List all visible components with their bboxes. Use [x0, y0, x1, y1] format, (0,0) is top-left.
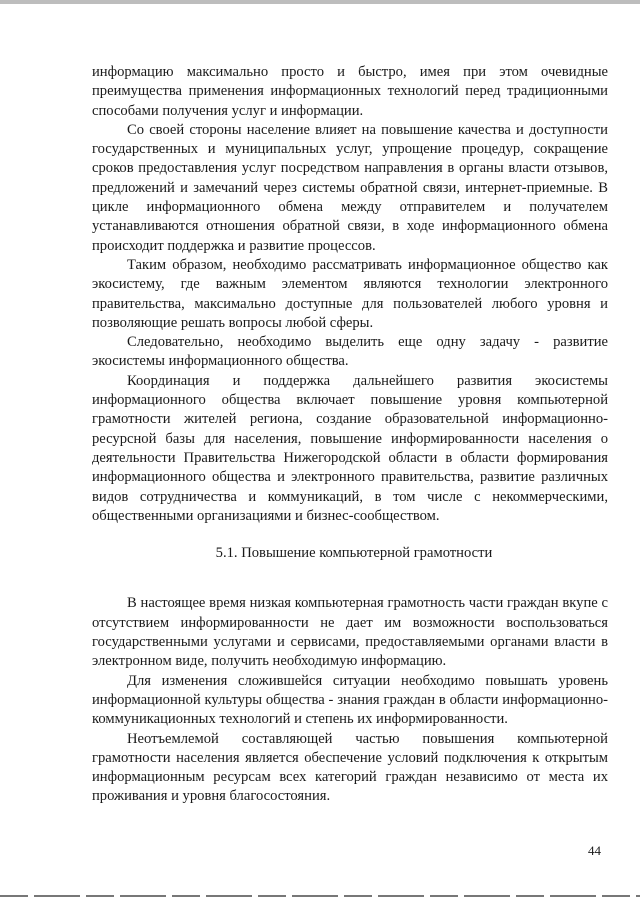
paragraph-feedback: Со своей стороны население влияет на повышение качества и доступности государственных и муниципальных услуг, упрощение процедур, сокращение сроков предоставления услуг посредством направления в органы власти отзывов, предложений и замечаний через системы обратной связи, интернет-приемные. В цикле информационного обмена между отправителем и получателем устанавливаются отношения обратной связи, в ходе информационного обмена происходит поддержка и развитие процессов.	[92, 121, 608, 254]
scan-top-edge	[0, 0, 640, 4]
paragraph-literacy: В настоящее время низкая компьютерная грамотность части граждан вкупе с отсутствием информированности не дает им возможности воспользоваться государственными услугами и сервисами, предоставляемыми органами власти в электронном виде, получить необходимую информацию.	[92, 595, 608, 670]
scan-bottom-edge	[0, 895, 640, 897]
paragraph-task: Следовательно, необходимо выделить еще одну задачу - развитие экосистемы информационного общества.	[92, 334, 608, 370]
page-number: 44	[588, 843, 601, 858]
paragraph-access: Неотъемлемой составляющей частью повышения компьютерной грамотности населения является обеспечение условий подключения к открытым информационным ресурсам всех категорий граждан независимо от места их проживания и уровня благосостояния.	[92, 730, 608, 805]
paragraph-culture: Для изменения сложившейся ситуации необходимо повышать уровень информационной культуры общества - знания граждан в области информационно-коммуникационных технологий и степень их информированности.	[92, 672, 608, 728]
paragraph-coordination: Координация и поддержка дальнейшего развития экосистемы информационного общества включает повышение уровня компьютерной грамотности жителей региона, создание образовательной информационно-ресурсной базы для населения, повышение информированности населения о деятельности Правительства Нижегородской области в области формирования информационного общества и электронного правительства, развитие различных видов сотрудничества и коммуникаций, в том числе с некоммерческими, общественными организациями и бизнес-сообществом.	[92, 372, 608, 524]
paragraph-continuation: информацию максимально просто и быстро, имея при этом очевидные преимущества применения информационных технологий перед традиционными способами получения услуг и информации.	[92, 64, 608, 119]
paragraph-ecosystem: Таким образом, необходимо рассматривать информационное общество как экосистему, где важным элементом являются технологии электронного правительства, максимально доступные для пользователей любого уровня и позволяющие решать вопросы любой сферы.	[92, 256, 608, 331]
section-heading: 5.1. Повышение компьютерной грамотности	[215, 545, 493, 562]
document-page	[92, 63, 608, 807]
